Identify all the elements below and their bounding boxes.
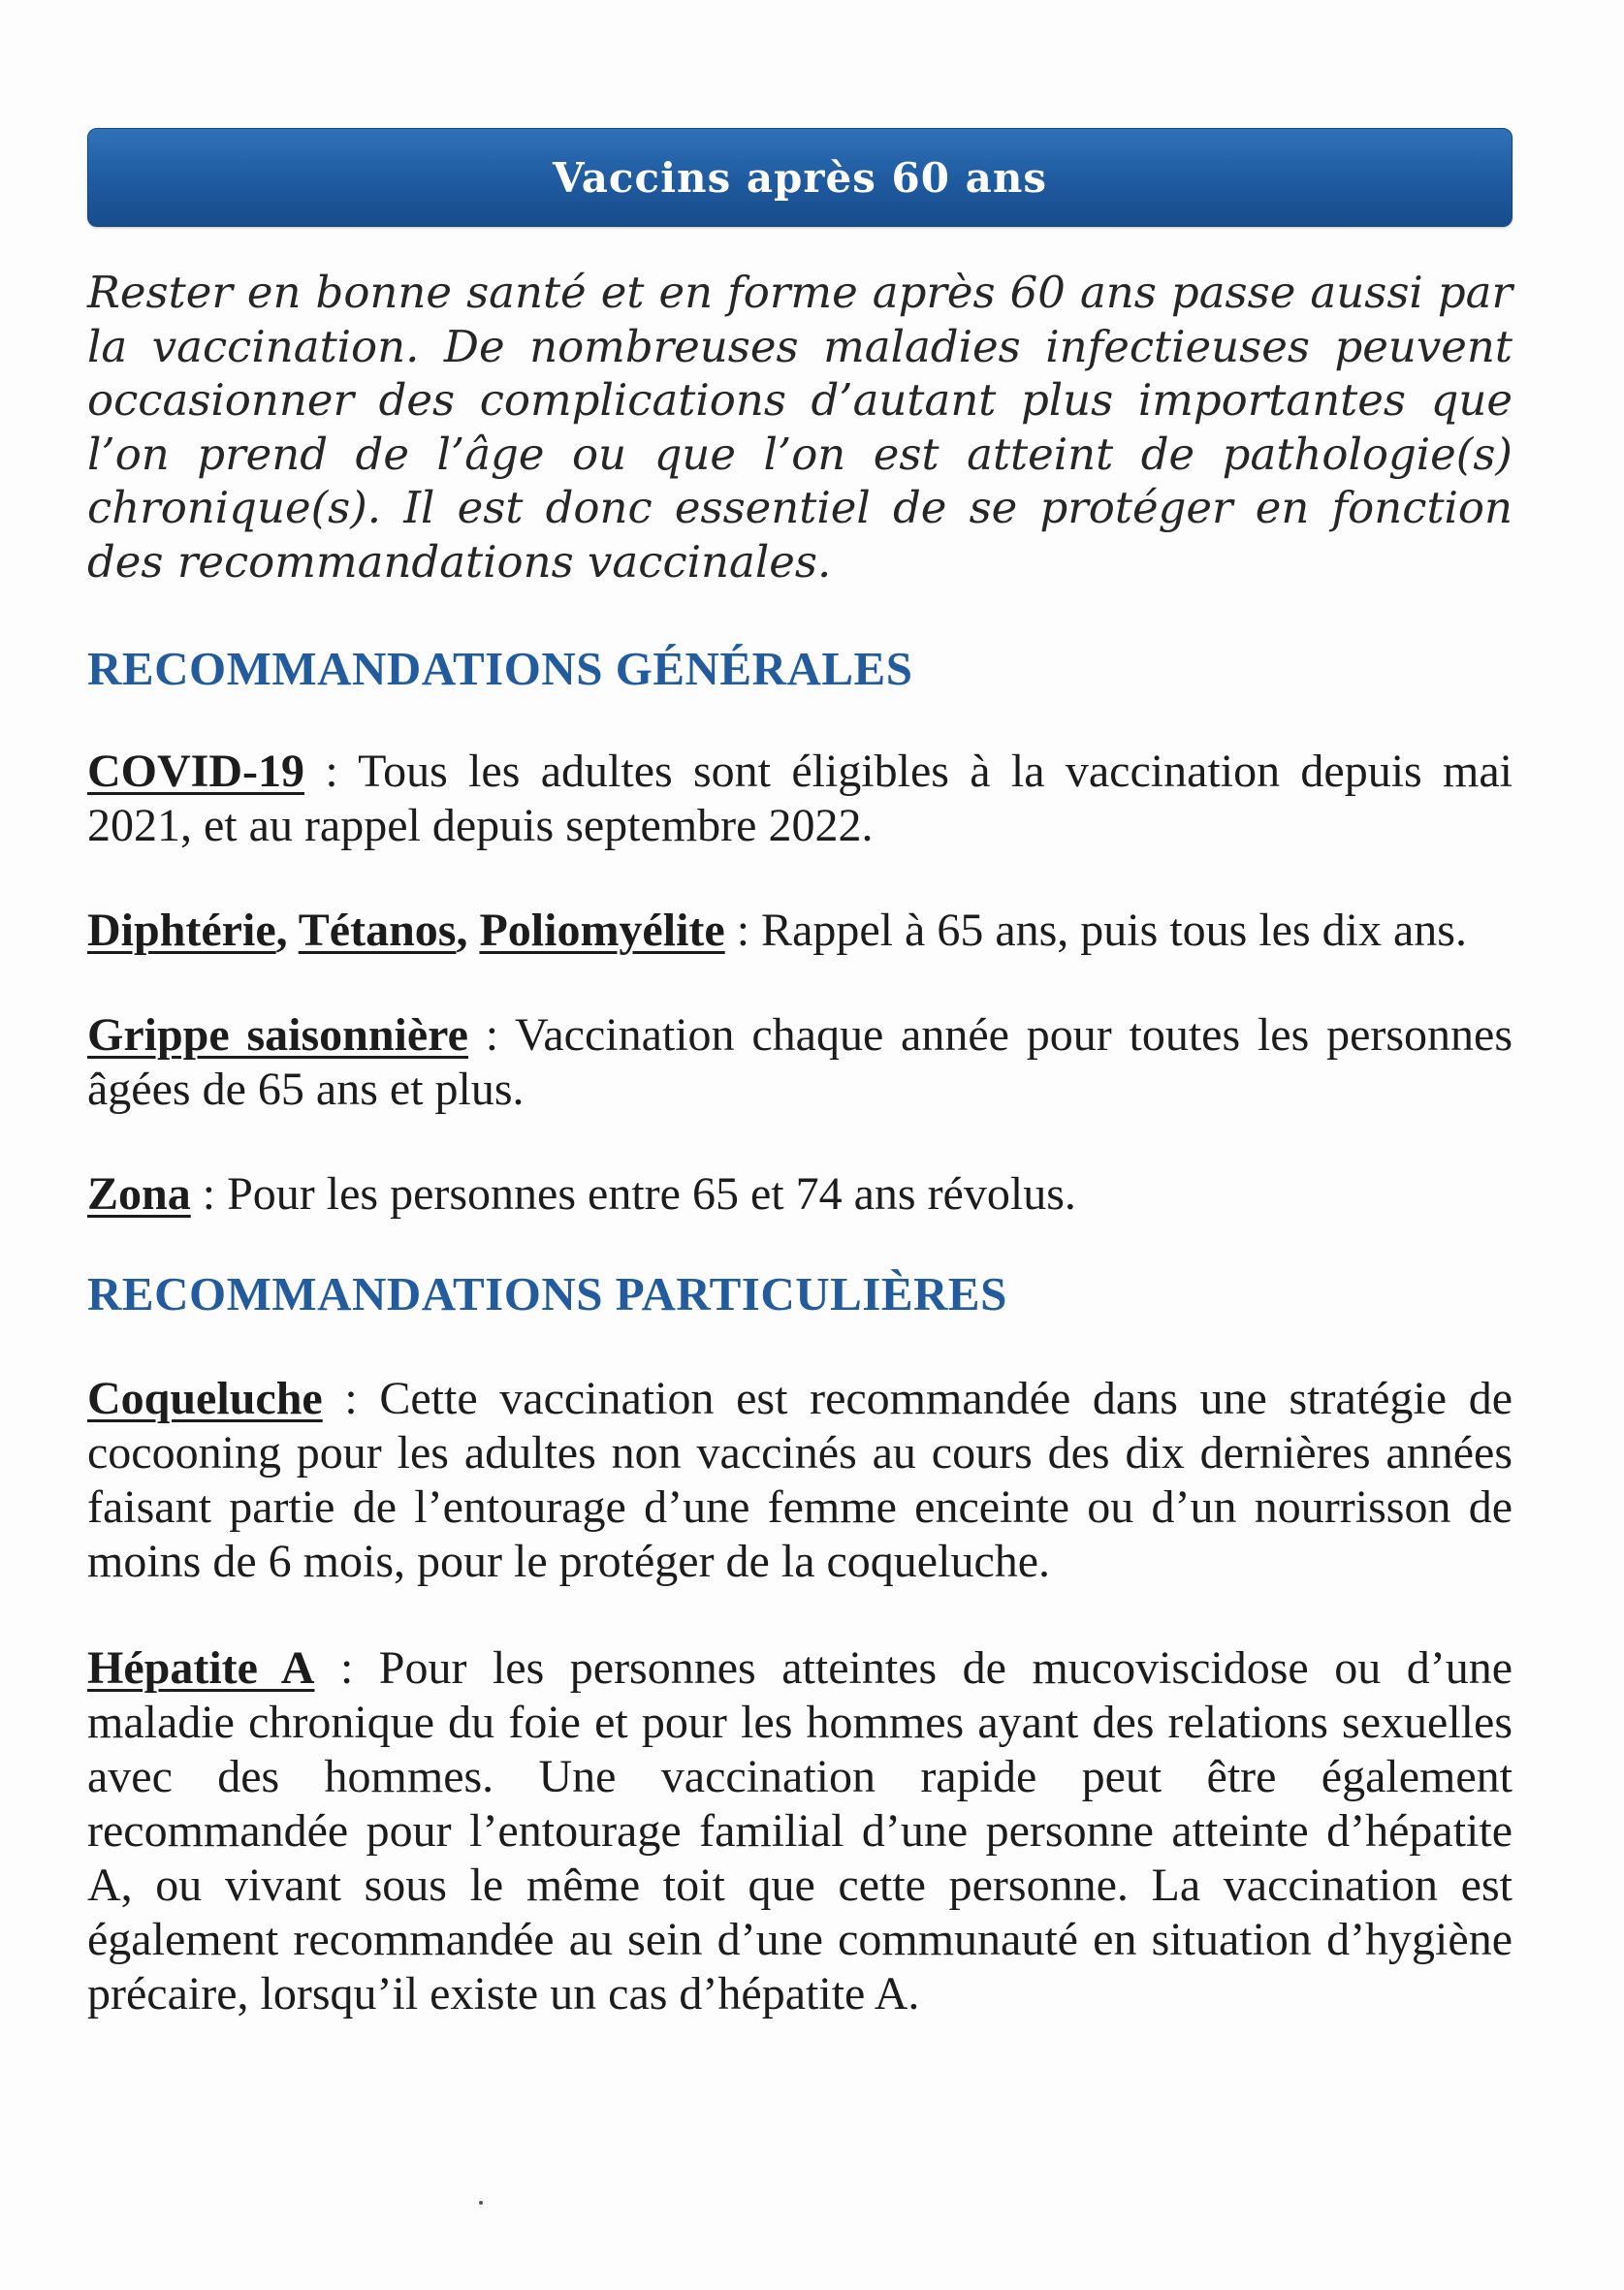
entry-zona: [87, 1167, 1513, 1222]
entry-separator: :: [322, 1373, 380, 1424]
entry-term: Zona: [87, 1168, 191, 1220]
entry-term: Hépatite A: [87, 1642, 315, 1694]
entry-grippe: [87, 1008, 1513, 1117]
entry-comma: ,: [275, 905, 299, 956]
document-page: [87, 128, 1513, 2021]
entry-dtp: [87, 904, 1513, 958]
entry-text: Pour les personnes atteintes de mucoviscidose ou d’une maladie chronique du foie et pour les hommes ayant des relations sexuelles avec des hommes. Une vaccination rapide peut être également recommandée pour l’entourage familial d’une personne atteinte d’hépatite A, ou vivant sous le même toit que cette personne. La vaccination est également recommandée au sein d’une communauté en situation d’hygiène précaire, lorsqu’il existe un cas d’hépatite A.: [87, 1642, 1513, 2020]
entry-separator: :: [467, 1009, 515, 1061]
entry-text: Tous les adultes sont éligibles à la vaccination depuis mai 2021, et au rappel depuis septembre 2022.: [87, 746, 1513, 851]
entry-term: Coqueluche: [87, 1373, 323, 1424]
entry-separator: :: [314, 1642, 379, 1694]
entry-text: Rappel à 65 ans, puis tous les dix ans.: [761, 905, 1467, 956]
page-title: Vaccins après 60 ans: [552, 153, 1047, 202]
entry-term-tetanos: Tétanos: [298, 905, 457, 956]
entry-term: COVID-19: [87, 746, 304, 797]
entry-covid: [87, 745, 1513, 853]
scan-artifact-dot: [479, 2201, 483, 2205]
title-banner: [87, 128, 1513, 227]
entry-hepatite-a: [87, 1641, 1513, 2021]
entry-separator: :: [190, 1168, 228, 1220]
entry-separator: :: [724, 905, 762, 956]
entry-text: Pour les personnes entre 65 et 74 ans révolus.: [227, 1168, 1076, 1220]
entry-text: Cette vaccination est recommandée dans une stratégie de cocooning pour les adultes non vaccinés au cours des dix dernières années faisant partie de l’entourage d’une femme enceinte ou d’un nourrisson de moins de 6 mois, pour le protéger de la coqueluche.: [87, 1373, 1513, 1587]
entry-separator: :: [304, 746, 359, 797]
entry-term-diphterie: Diphtérie: [87, 905, 276, 956]
particular-recommendations-heading: RECOMMANDATIONS PARTICULIÈRES: [87, 1267, 1007, 1320]
general-recommendations-heading: RECOMMANDATIONS GÉNÉRALES: [87, 642, 913, 695]
entry-term-poliomyelite: Poliomyélite: [479, 905, 725, 956]
entry-term: Grippe saisonnière: [87, 1009, 468, 1061]
entry-coqueluche: [87, 1372, 1513, 1589]
intro-paragraph: Rester en bonne santé et en forme après 60 ans passe aussi par la vaccination. De nombreuses maladies infectieuses peuvent occasionner des complications d’autant plus importantes que l’on prend de l’âge ou que l’on est atteint de pathologie(s) chronique(s). Il est donc essentiel de se protéger en fonction des recommandations vaccinales.: [87, 267, 1513, 588]
entry-text: Vaccination chaque année pour toutes les personnes âgées de 65 ans et plus.: [87, 1009, 1513, 1115]
entry-comma: ,: [456, 905, 480, 956]
